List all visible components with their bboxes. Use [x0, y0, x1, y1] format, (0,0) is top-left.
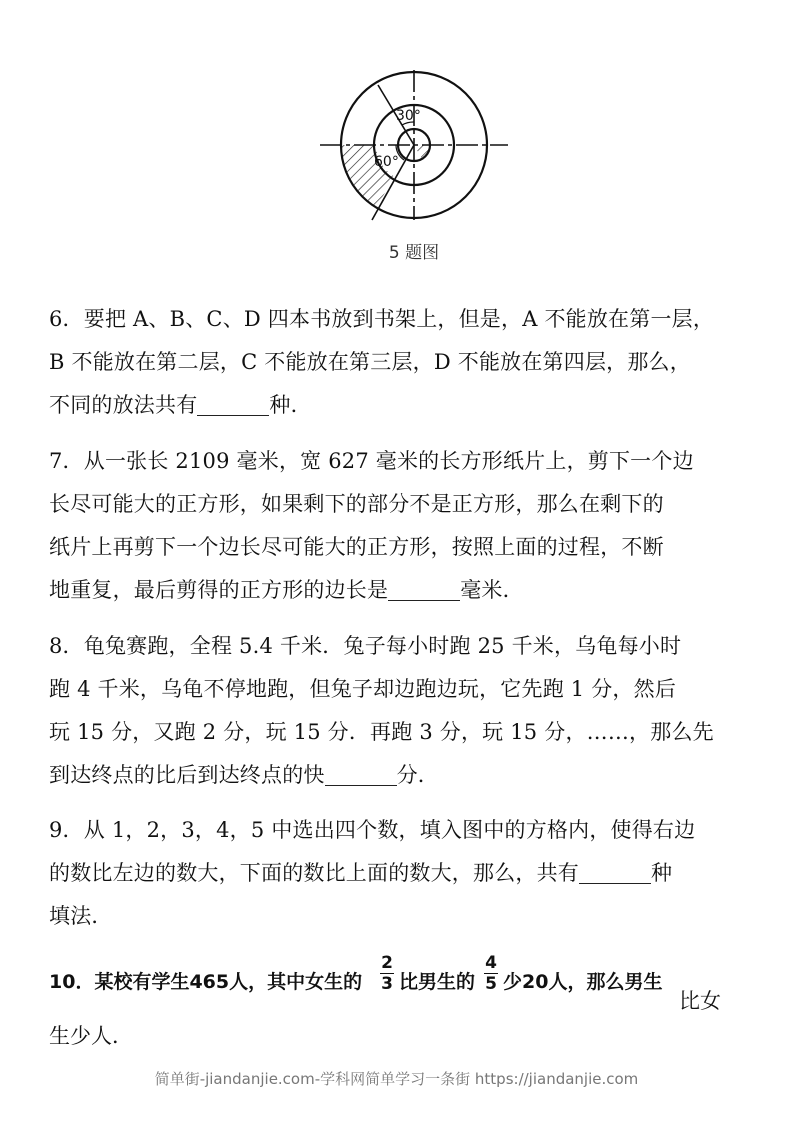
q6-line-1: 6．要把 A、B、C、D 四本书放到书架上，但是，A 不能放在第一层， — [49, 307, 715, 331]
q9-line-2-pre: 的数比左边的数大，下面的数比上面的数大，那么，共有 — [49, 861, 579, 885]
question-7 — [49, 440, 749, 612]
q10-fraction-2 — [483, 953, 499, 994]
q9-answer-blank[interactable] — [579, 859, 651, 884]
q6-answer-blank[interactable] — [197, 391, 269, 416]
q10-end-text: 比女 — [679, 989, 721, 1013]
q9-line-2-post: 种 — [651, 861, 673, 885]
q10-fraction-2-denominator: 5 — [485, 974, 497, 994]
q7-line-1: 7．从一张长 2109 毫米，宽 627 毫米的长方形纸片上，剪下一个边 — [49, 449, 694, 473]
question-8 — [49, 625, 749, 797]
q7-line-4-post: 毫米． — [460, 578, 524, 602]
angle-label-top: 30° — [396, 108, 421, 124]
q9-line-3: 填法． — [49, 904, 113, 928]
q7-line-4-pre: 地重复，最后剪得的正方形的边长是 — [49, 578, 389, 602]
footer-watermark: 简单街-jiandanjie.com-学科网简单学习一条街 https://jiandanjie.com — [154, 1070, 639, 1088]
q7-line-3: 纸片上再剪下一个边长尽可能大的正方形，按照上面的过程，不断 — [49, 535, 664, 559]
q10-part-1: 10．某校有学生465人，其中女生的 — [49, 971, 363, 993]
q10-fraction-1-denominator: 3 — [381, 974, 393, 994]
q8-line-2: 跑 4 千米，乌龟不停地跑，但兔子却边跑边玩，它先跑 1 分，然后 — [49, 677, 677, 701]
q8-line-1: 8．龟兔赛跑，全程 5.4 千米．兔子每小时跑 25 千米，乌龟每小时 — [49, 634, 682, 658]
q6-line-3 — [49, 384, 749, 427]
q7-answer-blank[interactable] — [388, 576, 460, 601]
q8-line-4-post: 分． — [396, 763, 440, 787]
concentric-circles-diagram — [300, 70, 528, 240]
q8-answer-blank[interactable] — [325, 761, 397, 786]
q10-fraction-1-numerator: 2 — [381, 953, 393, 973]
q10-line-2: 生少人． — [49, 1024, 133, 1048]
q7-line-4 — [49, 569, 749, 612]
q10-fraction-2-numerator: 4 — [485, 953, 497, 973]
problem-5-figure — [300, 70, 510, 270]
angle-label-bottom: 60° — [374, 154, 399, 170]
q8-line-4 — [49, 754, 749, 797]
q6-line-3-pre: 不同的放法共有 — [49, 393, 198, 417]
question-10 — [49, 953, 749, 1013]
q10-part-3: 少20人，那么男生 — [503, 971, 663, 993]
q10-part-2: 比男生的 — [399, 971, 476, 993]
q9-line-2 — [49, 852, 749, 895]
question-6 — [49, 298, 749, 427]
q10-fraction-1 — [379, 953, 395, 994]
q6-line-2: B 不能放在第二层，C 不能放在第三层，D 不能放在第四层，那么， — [49, 350, 691, 374]
q9-line-1: 9．从 1，2，3，4，5 中选出四个数，填入图中的方格内，使得右边 — [49, 818, 696, 842]
q6-line-3-post: 种． — [269, 393, 312, 417]
figure-caption: 5 题图 — [388, 243, 440, 263]
question-9 — [49, 809, 749, 938]
q8-line-3: 玩 15 分，又跑 2 分，玩 15 分．再跑 3 分，玩 15 分，……，那么先 — [49, 720, 714, 744]
q7-line-2: 长尽可能大的正方形，如果剩下的部分不是正方形，那么在剩下的 — [49, 492, 664, 516]
q8-line-4-pre: 到达终点的比后到达终点的快 — [49, 763, 325, 787]
